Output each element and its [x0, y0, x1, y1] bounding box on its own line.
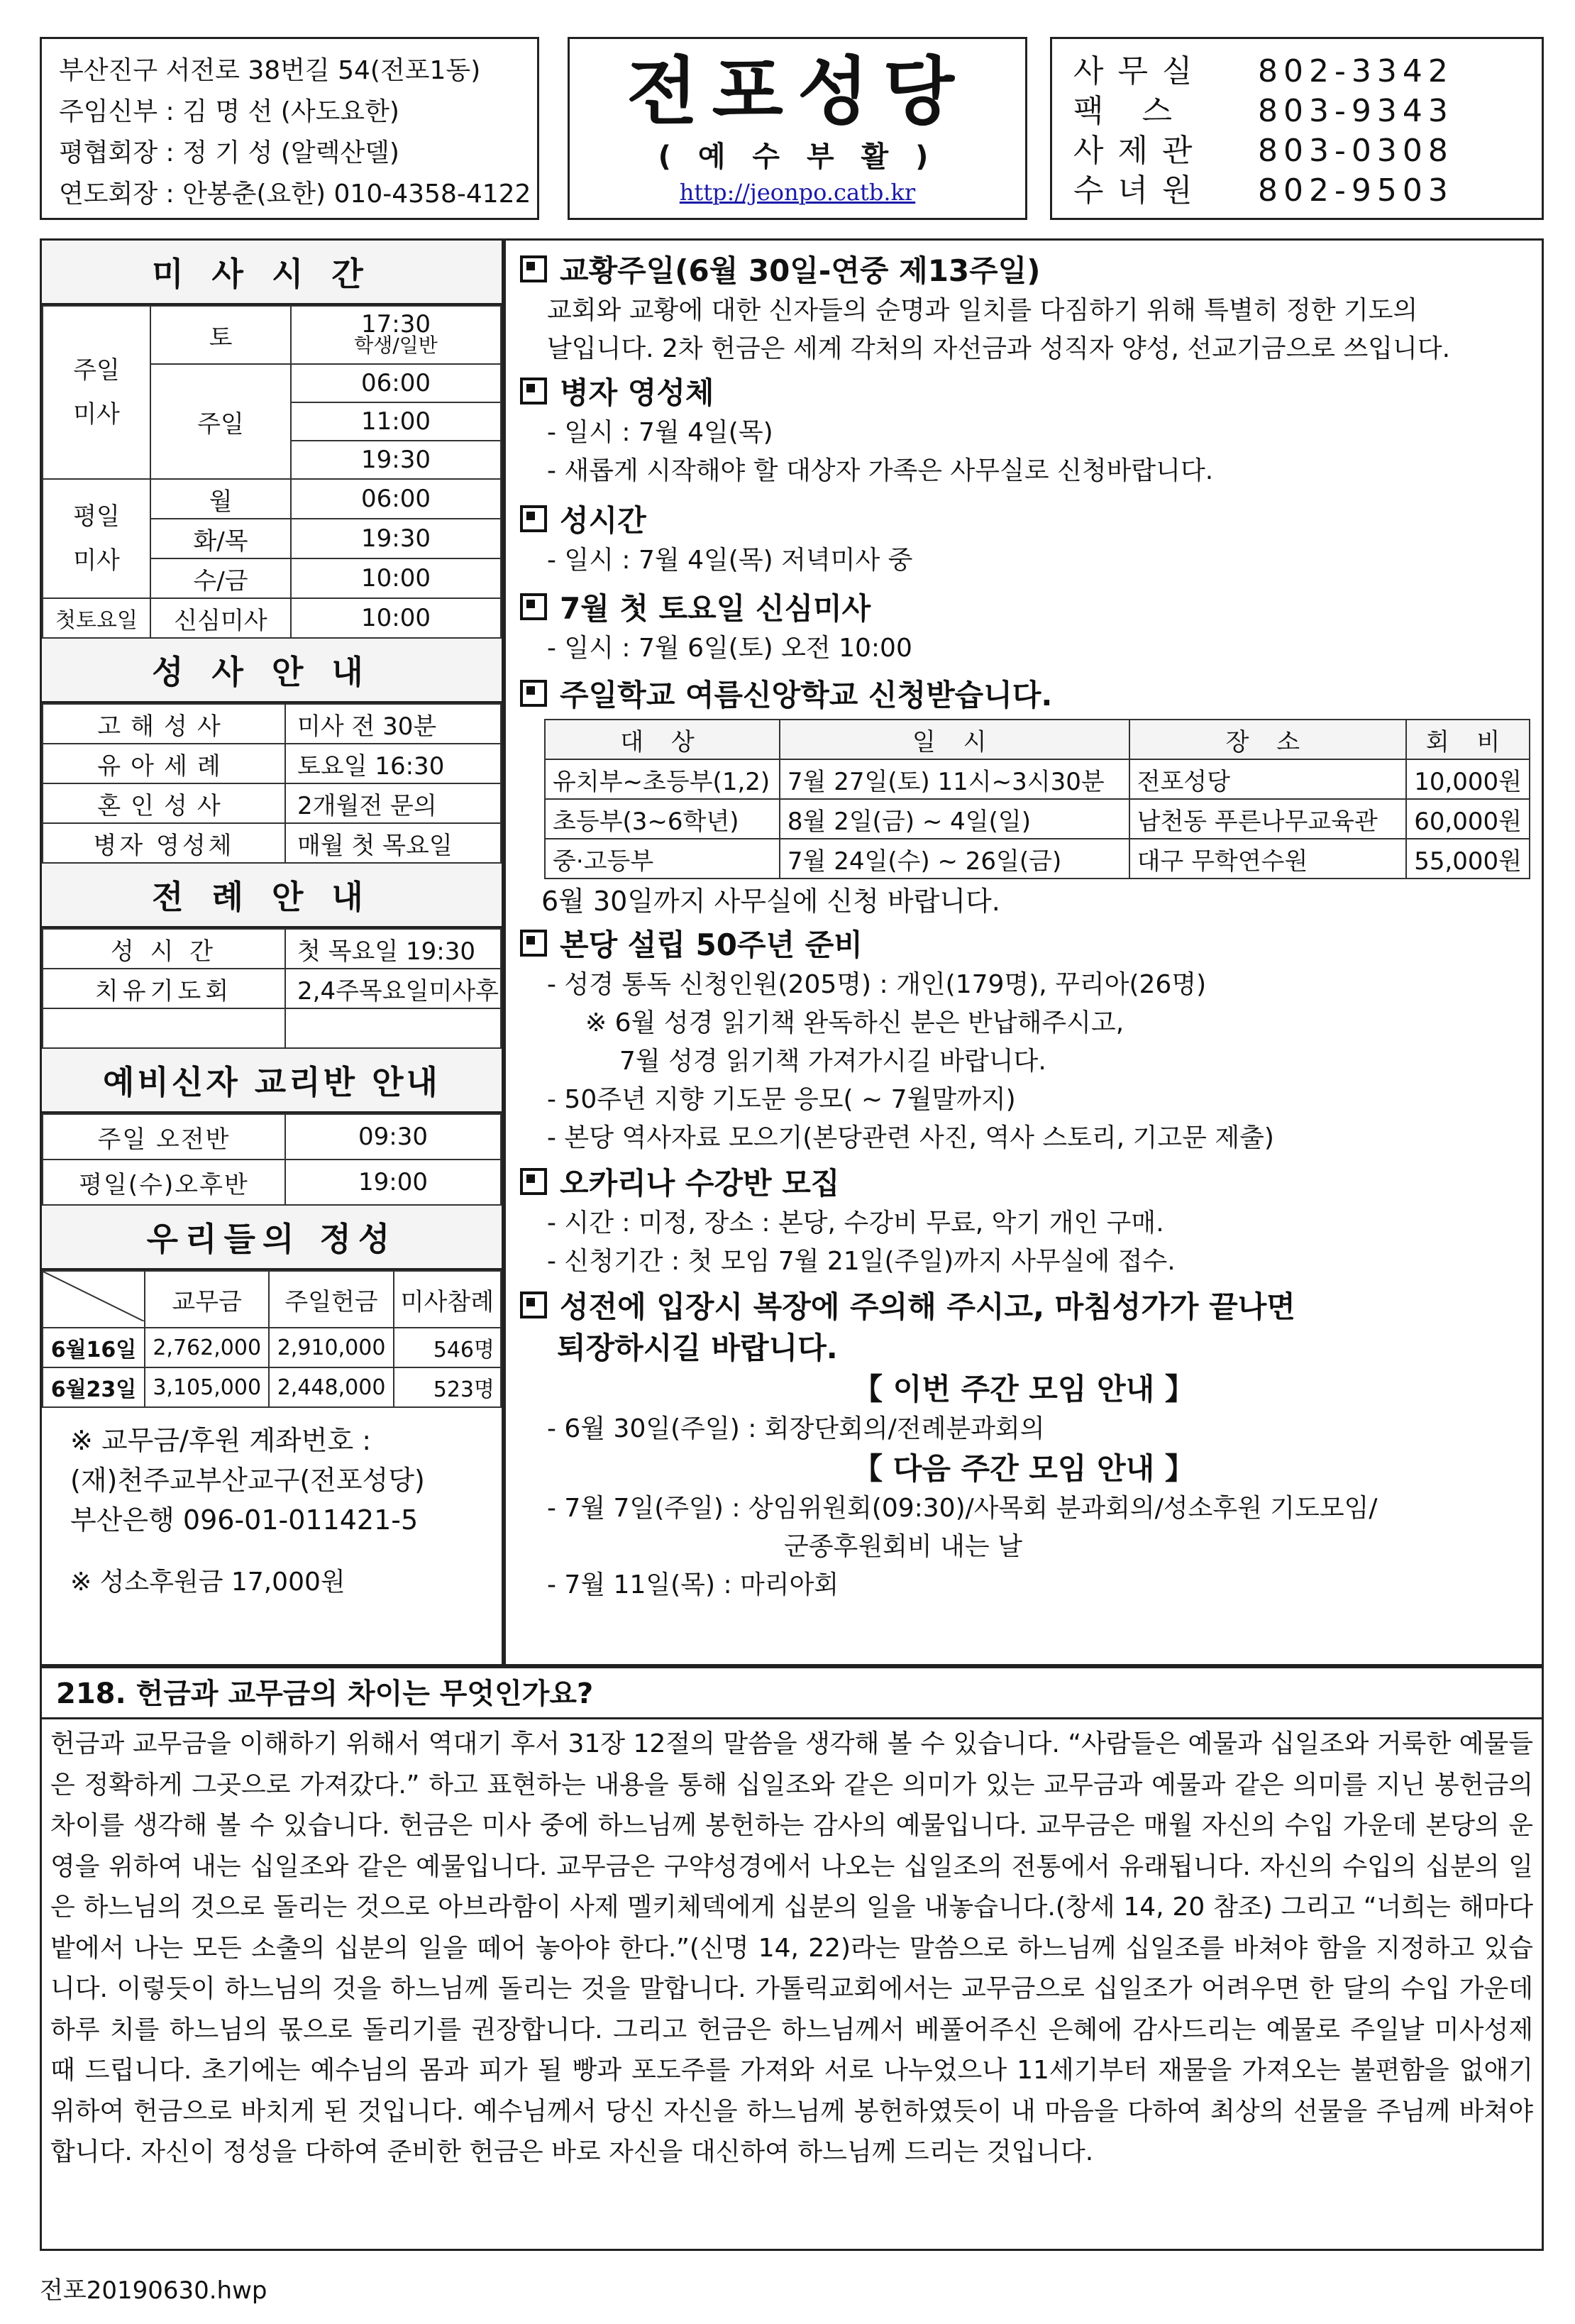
pastor: 주임신부 : 김 명 선 (사도요한): [59, 97, 399, 126]
camp-row: 유치부~초등부(1,2) 7월 27일(토) 11시~3시30분 전포성당 10,000원: [545, 759, 1530, 799]
next-week-meetings-title: 【 다음 주간 모임 안내 】: [853, 1451, 1195, 1486]
camp-row: 초등부(3~6학년) 8월 2일(금) ~ 4일(일) 남천동 푸른나무교육관 60,000원: [545, 799, 1530, 839]
contact-row: 수녀원 802-9503: [1073, 172, 1454, 209]
file-name: 전포20190630.hwp: [40, 2276, 267, 2305]
catechism-section: [40, 1666, 1544, 2251]
notice-heading: 7월 첫 토요일 신심미사: [520, 588, 1527, 629]
council-president: 평협회장 : 정 기 성 (알렉산델): [59, 138, 399, 167]
sacrament-table: 고해성사 미사 전 30분 유아세례 토요일 16:30 혼인성사 2개월전 문의 병자 영성체 매월 첫 목요일: [42, 703, 502, 864]
square-bullet-icon: [520, 255, 547, 282]
this-week-meetings-title: 【 이번 주간 모임 안내 】: [853, 1372, 1195, 1406]
address: 부산진구 서전로 38번길 54(전포1동): [59, 56, 481, 85]
notice-heading: 성시간: [520, 500, 1527, 541]
offering-row: 6월16일 2,762,000 2,910,000 546명: [43, 1328, 501, 1367]
contact-row: 사제관 803-0308: [1073, 133, 1454, 169]
catechumen-table: 주일 오전반 09:30 평일(수)오후반 19:00: [42, 1113, 502, 1206]
mass-times-table: 주일 미사 토 17:30 학생/일반 주일 06:00 11:00 19:30 평일 미사 월 06:00 화/목 19:30 수/금 10:00 첫토요일 신심미사 10:00: [42, 305, 502, 639]
contact-row: 사무실 802-3342: [1073, 53, 1454, 89]
notice-heading: 성전에 입장시 복장에 주의해 주시고, 마침성가가 끝나면: [520, 1287, 1527, 1328]
notice-heading: 오카리나 수강반 모집: [520, 1163, 1527, 1204]
sunday-mass-label: 주일 미사: [43, 306, 150, 479]
account-info: ※ 교무금/후원 계좌번호 : (재)천주교부산교구(전포성당) 부산은행 096-01-011421-5 ※ 성소후원금 17,000원: [42, 1408, 502, 1602]
square-bullet-icon: [520, 1168, 547, 1195]
parish-title: 전포성당: [626, 48, 968, 135]
parish-head: 연도회장 : 안봉춘(요한) 010-4358-4122: [59, 180, 531, 209]
square-bullet-icon: [520, 505, 547, 532]
mass-times-title: 미사시간: [42, 241, 502, 305]
offering-title: 우리들의 정성: [42, 1206, 502, 1270]
sacrament-title: 성사안내: [42, 639, 502, 703]
offering-row: 6월23일 3,105,000 2,448,000 523명: [43, 1367, 501, 1407]
left-column: [40, 238, 504, 1666]
contact-box: [1050, 37, 1544, 220]
masthead: [568, 37, 1027, 220]
notice-heading: 주일학교 여름신앙학교 신청받습니다.: [520, 675, 1527, 716]
weekday-mass-label: 평일 미사: [43, 479, 150, 598]
offering-table: 교무금 주일헌금 미사참례 6월16일 2,762,000 2,910,000 546명 6월23일 3,105,000 2,448,000 523명: [42, 1270, 502, 1408]
summer-camp-table: 대 상 일 시 장 소 회 비 유치부~초등부(1,2) 7월 27일(토) 11시~3시30분 전포성당 10,000원 초등부(3~6학년) 8월 2일(금) ~ 4일(일) 남천동 푸른나무교육관 60,000원 중·고등부 7월 24일(수) ~ 26일(금) 대구 무학연수원 55,000원: [544, 719, 1530, 879]
catechism-text: 헌금과 교무금을 이해하기 위해서 역대기 후서 31장 12절의 말씀을 생각해 볼 수 있습니다. “사람들은 예물과 십일조와 거룩한 예물들은 정확하게 그곳으로 가져갔다.” 하고 표현하는 내용을 통해 십일조와 같은 의미가 있는 교무금과 예물과 같은 의미를 지닌 봉헌금의 차이를 생각해 볼 수 있습니다. 헌금은 미사 중에 하느님께 봉헌하는 감사의 예물입니다. 교무금은 매월 자신의 수입 가운데 본당의 운영을 위하여 내는 십일조와 같은 예물입니다. 교무금은 구약성경에서 나오는 십일조의 전통에서 유래됩니다. 자신의 수입의 십분의 일은 하느님의 것으로 돌리는 것으로 아브라함이 사제 멜키체덱에게 십분의 일을 내놓습니다.(창세 14, 20 참조) 그리고 “너희는 해마다 밭에서 나는 모든 소출의 십분의 일을 떼어 놓아야 한다.”(신명 14, 22)라는 말씀으로 하느님께 십일조를 바쳐야 함을 지정하고 있습니다. 이렇듯이 하느님의 것을 하느님께 돌리는 것을 말합니다. 가톨릭교회에서는 교무금으로 십일조가 어려우면 한 달의 수입 가운데 하루 치를 하느님의 몫으로 돌리기를 권장합니다. 그리고 헌금은 하느님께서 베풀어주신 은혜에 감사드리는 예물로 주일날 미사성제 때 드립니다. 초기에는 예수님의 몸과 피가 될 빵과 포도주를 가져와 서로 나누었으나 11세기부터 재물을 가져오는 불편함을 없애기 위하여 헌금으로 바치게 된 것입니다. 예수님께서 당신 자신을 하느님께 봉헌하였듯이 내 마음을 다하여 최상의 선물을 주님께 바쳐야 합니다. 자신이 정성을 다하여 준비한 헌금은 바로 자신을 대신하여 하느님께 드리는 것입니다.: [50, 1729, 1533, 2166]
camp-row: 중·고등부 7월 24일(수) ~ 26일(금) 대구 무학연수원 55,000원: [545, 839, 1530, 879]
square-bullet-icon: [520, 593, 547, 620]
contact-row: 팩 스 803-9343: [1073, 93, 1454, 129]
square-bullet-icon: [520, 1292, 547, 1318]
liturgy-table: 성 시 간 첫 목요일 19:30 치유기도회 2,4주목요일미사후: [42, 928, 502, 1049]
website-link[interactable]: http://jeonpo.catb.kr: [679, 179, 916, 206]
catechism-title: 218. 헌금과 교무금의 차이는 무엇인가요?: [42, 1668, 1542, 1719]
square-bullet-icon: [520, 680, 547, 707]
catechumen-title: 예비신자 교리반 안내: [42, 1049, 502, 1113]
liturgical-season: ( 예 수 부 활 ): [658, 141, 937, 173]
square-bullet-icon: [520, 378, 547, 404]
parish-info-box: [40, 37, 539, 220]
offering-corner: [43, 1271, 145, 1328]
square-bullet-icon: [520, 930, 547, 957]
notice-heading: 병자 영성체: [520, 373, 1527, 414]
notice-heading: 교황주일(6월 30일-연중 제13주일): [520, 250, 1527, 292]
liturgy-title: 전례안내: [42, 864, 502, 928]
notices-column: 교황주일(6월 30일-연중 제13주일) 교회와 교황에 대한 신자들의 순명과 일치를 다짐하기 위해 특별히 정한 기도의 날입니다. 2차 헌금은 세계 각처의 자선금과 성직자 양성, 선교기금으로 쓰입니다. 병자 영성체 - 일시 : 7월 4일(목) - 새롭게 시작해야 할 대상자 가족은 사무실로 신청바랍니다. 성시간 - 일시 : 7월 4일(목) 저녁미사 중 7월 첫 토요일 신심미사 - 일시 : 7월 6일(토) 오전 10:00 주일학교 여름신앙학교 신청받습니다. 대 상 일 시 장 소 회 비 유치부~초등부(1,2) 7월 27일(토) 11시~3시30분 전포성당 10,000원 초등부(3~6학년) 8월 2일(금) ~ 4일(일) 남천동 푸른나무교육관 60,000원 중·고등부 7월 24일(수) ~ 26일(금) 대구 무학연수원 55,000원 6월 30일까지 사무실에 신청 바랍니다. 본당 설립 50주년 준비 - 성경 통독 신청인원(205명) : 개인(179명), 꾸리아(26명) ※ 6월 성경 읽기책 완독하신 분은 반납해주시고, 7월 성경 읽기책 가져가시길 바랍니다. - 50주년 지향 기도문 응모( ~ 7월말까지) - 본당 역사자료 모으기(본당관련 사진, 역사 스토리, 기고문 제출) 오카리나 수강반 모집 - 시간 : 미정, 장소 : 본당, 수강비 무료, 악기 개인 구매. - 신청기간 : 첫 모임 7월 21일(주일)까지 사무실에 접수. 성전에 입장시 복장에 주의해 주시고, 마침성가가 끝나면 퇴장하시길 바랍니다. 【 이번 주간 모임 안내 】 - 6월 30일(주일) : 회장단회의/전례분과회의 【 다음 주간 모임 안내 】 - 7월 7일(주일) : 상임위원회(09:30)/사목회 분과회의/성소후원 기도모임/ 군종후원회비 내는 날 - 7월 11일(목) : 마리아회: [504, 238, 1544, 1666]
notice-heading: 본당 설립 50주년 준비: [520, 925, 1527, 966]
vocation-support: ※ 성소후원금 17,000원: [70, 1568, 346, 1597]
